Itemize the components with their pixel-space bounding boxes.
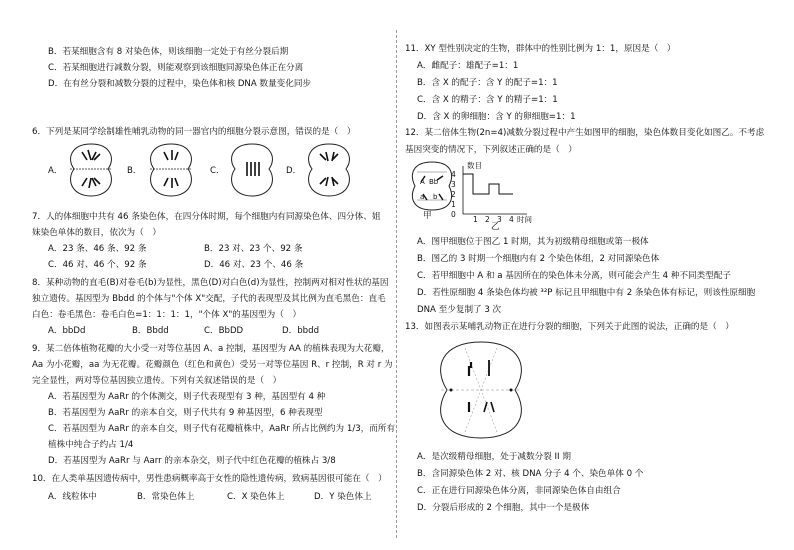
q10-stem: 10．在人类单基因遗传病中，男性患病概率高于女性的隐性遗传病，致病基因很可能在（ ）: [32, 474, 387, 484]
q11-stem: 11．XY 型性别决定的生物，群体中的性别比例为 1：1，原因是（ ）: [405, 44, 676, 54]
q13-cell-figure: [425, 338, 537, 442]
q6-cell-a-figure: [64, 142, 118, 198]
q12-cell-label-b: b: [433, 193, 438, 201]
q12-chart-axes: [459, 164, 529, 216]
q8-option-d: D．bbdd: [282, 326, 320, 336]
q9-option-c-line-1: C．若基因型为 AaRr 的亲本自交，则子代有花瓣植株中，AaRr 所占比例约为 1/3，而所有: [48, 424, 396, 434]
q9-line-3: 完全显性，两对等位基因独立遗传。下列有关叙述错误的是（ ）: [32, 376, 282, 386]
q12-cell-label-a: a: [420, 193, 425, 201]
q7-option-c: C．46 对、46 个、92 条: [48, 260, 147, 270]
q9-option-c-line-2: 植株中纯合子约占 1/4: [48, 440, 134, 450]
q7-option-a: A．23 条、46 条、92 条: [48, 244, 147, 254]
q12-ytick-3: 3: [451, 180, 456, 189]
q9-option-b: B．若基因型为 AaRr 的亲本自交，则子代共有 9 种基因型，6 种表现型: [48, 408, 323, 418]
q9-option-d: D．若基因型为 AaRr 与 Aarr 的亲本杂交，则子代中红色花瓣的植株占 3/8: [48, 456, 336, 466]
q8-stem-line-2: 独立遗传。基因型为 Bbdd 的个体与"个体 X"交配，子代的表现型及其比例为直毛黑色：直毛: [32, 294, 386, 304]
q9-line-1: 9．某二倍体植物花瓣的大小受一对等位基因 A、a 控制，基因型为 AA 的植株表现为大花瓣，: [32, 344, 390, 354]
q12-ytick-4: 4: [451, 170, 456, 179]
q11-option-a: A．雌配子：雄配子=1：1: [417, 61, 519, 71]
q13-option-d: D．分裂后形成的 2 个细胞，其中一个是极体: [417, 503, 590, 513]
q12-stem-line-1: 12．某二倍体生物(2n=4)减数分裂过程中产生如图甲的细胞，染色体数目变化如图乙。不考虑: [405, 128, 765, 138]
q8-stem-line-1: 8．某种动物的直毛(B)对卷毛(b)为显性，黑色(D)对白色(d)为显性，控制两对相对性状的基因: [32, 278, 389, 288]
q12-option-a: A．图甲细胞位于图乙 1 时期，其为初级精母细胞或第一极体: [417, 237, 649, 247]
q6-label-d: D．: [286, 166, 302, 176]
q8-stem-line-3: 白色：卷毛黑色：卷毛白色=1：1：1：1，"个体 X"的基因型为（ ）: [32, 310, 302, 320]
q12-xtick-2: 2: [485, 215, 490, 224]
q8-option-b: B．Bbdd: [132, 326, 169, 336]
q5-option-b: B．若某细胞含有 8 对染色体，则该细胞一定处于有丝分裂后期: [48, 47, 289, 57]
q7-stem-line-2: 妹染色单体的数目，依次为（ ）: [32, 228, 161, 238]
column-divider: [396, 30, 397, 538]
q6-label-a: A．: [48, 166, 63, 176]
q6-stem: 6．下列是某同学绘制雄性哺乳动物的同一器官内的细胞分裂示意图，错误的是（ ）: [32, 127, 356, 137]
q8-option-a: A．bbDd: [48, 326, 86, 336]
q9-option-a: A．若基因型为 AaRr 的个体测交，则子代表现型有 3 种，基因型有 4 种: [48, 392, 326, 402]
q13-option-c: C．正在进行同源染色体分离，非同源染色体自由组合: [417, 486, 621, 496]
q11-option-c: C．含 X 的精子：含 Y 的精子=1：1: [417, 95, 558, 105]
q8-option-c: C．BbDD: [204, 326, 244, 336]
q6-cell-b-figure: [144, 142, 198, 198]
q10-option-d: D．Y 染色体上: [314, 492, 372, 502]
q6-cell-d-figure: [302, 142, 356, 198]
q12-xtick-3: 3: [497, 215, 502, 224]
q12-option-d-line-1: D．若性原细胞 4 条染色体均被 ³²P 标记且甲细胞中有 2 条染色体有标记，则该性原细胞: [417, 288, 756, 298]
q12-caption-yi: 乙: [491, 222, 500, 232]
q11-option-b: B．含 X 的配子：含 Y 的配子=1：1: [417, 78, 558, 88]
q5-option-d: D．在有丝分裂和减数分裂的过程中，染色体和核 DNA 数量变化同步: [48, 79, 312, 89]
q12-cell-jia-figure: [407, 160, 457, 220]
q6-label-b: B．: [127, 166, 142, 176]
q12-ytick-2: 2: [451, 190, 456, 199]
q7-option-d: D．46 对、23 个、46 条: [204, 260, 304, 270]
q13-option-b: B．含同源染色体 2 对、核 DNA 分子 4 个、染色单体 0 个: [417, 469, 644, 479]
q9-line-2: Aa 为小花瓣，aa 为无花瓣。花瓣颜色（红色和黄色）受另一对等位基因 R、r 控制，R 对 r 为: [32, 360, 393, 370]
q12-xtick-1: 1: [473, 215, 478, 224]
q7-stem-line-1: 7．人的体细胞中共有 46 条染色体，在四分体时期，每个细胞内有同源染色体、四分体、姐: [32, 212, 381, 222]
q12-option-d-line-2: DNA 至少复制了 3 次: [417, 305, 502, 315]
q12-cell-label-Bb: Bb: [429, 178, 439, 186]
q6-cell-c-figure: [225, 142, 279, 198]
q12-caption-jia: 甲: [423, 211, 432, 221]
q5-option-c: C．若某细胞进行减数分裂，则能观察到该细胞同源染色体正在分离: [48, 63, 304, 73]
q12-chart-xlabel: 时间: [517, 215, 532, 224]
q10-option-a: A．线粒体中: [48, 492, 97, 502]
q12-option-c: C．若甲细胞中 A 和 a 基因所在的染色体未分离，则可能会产生 4 种不同类型配子: [417, 271, 732, 281]
q11-option-d: D．含 X 的卵细胞：含 Y 的卵细胞=1：1: [417, 112, 576, 122]
q6-label-c: C．: [210, 166, 225, 176]
q13-stem: 13．如图表示某哺乳动物正在进行分裂的细胞，下列关于此图的说法，正确的是（ ）: [405, 322, 734, 332]
q12-ytick-1: 1: [451, 200, 456, 209]
q13-option-a: A．是次级精母细胞，处于减数分裂 II 期: [417, 452, 571, 462]
q10-option-b: B．常染色体上: [137, 492, 195, 502]
q7-option-b: B．23 对、23 个、92 条: [204, 244, 303, 254]
q12-cell-label-A: A: [420, 178, 425, 186]
q12-option-b: B．图乙的 3 时期一个细胞内有 2 个染色体组，2 对同源染色体: [417, 254, 660, 264]
q12-chart-ylabel: 数目: [467, 161, 482, 170]
q12-xtick-4: 4: [509, 215, 514, 224]
q10-option-c: C．X 染色体上: [227, 492, 285, 502]
q12-ytick-0: 0: [451, 210, 456, 219]
q12-stem-line-2: 基因突变的情况下，下列叙述正确的是（ ）: [405, 145, 577, 155]
